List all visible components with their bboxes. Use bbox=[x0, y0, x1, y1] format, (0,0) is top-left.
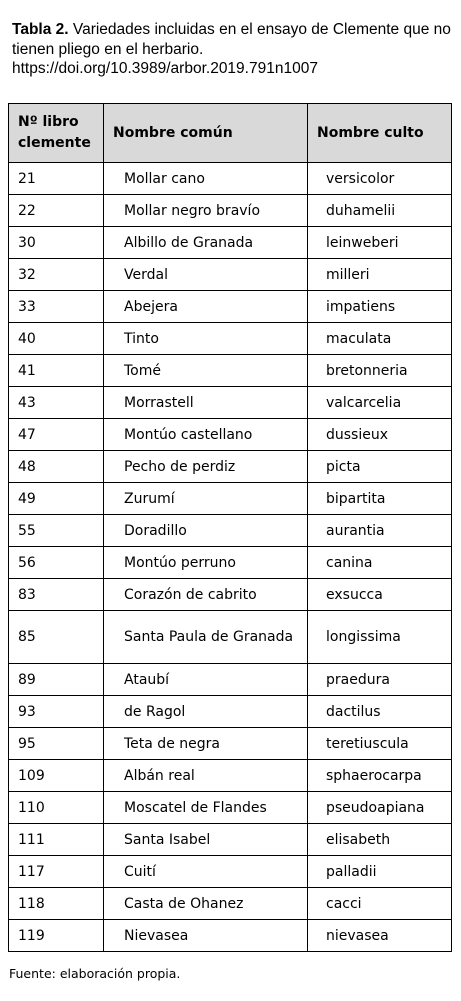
cell-libro: 21 bbox=[9, 163, 104, 195]
cell-libro: 109 bbox=[9, 760, 104, 792]
header-nombre-culto: Nombre culto bbox=[308, 104, 452, 163]
table-row bbox=[9, 760, 452, 792]
cell-nombre-comun: Corazón de cabrito bbox=[104, 579, 308, 611]
table-header-row bbox=[9, 104, 452, 163]
cell-nombre-comun: Santa Paula de Granada bbox=[104, 611, 308, 664]
cell-libro: 118 bbox=[9, 888, 104, 920]
cell-nombre-culto: picta bbox=[308, 451, 452, 483]
cell-nombre-comun: Tinto bbox=[104, 323, 308, 355]
cell-nombre-comun: Albillo de Granada bbox=[104, 227, 308, 259]
cell-nombre-culto: pseudoapiana bbox=[308, 792, 452, 824]
cell-nombre-culto: milleri bbox=[308, 259, 452, 291]
cell-nombre-comun: Doradillo bbox=[104, 515, 308, 547]
cell-libro: 111 bbox=[9, 824, 104, 856]
cell-nombre-comun: Verdal bbox=[104, 259, 308, 291]
cell-nombre-culto: bretonneria bbox=[308, 355, 452, 387]
cell-nombre-comun: Moscatel de Flandes bbox=[104, 792, 308, 824]
table-row bbox=[9, 579, 452, 611]
cell-nombre-culto: teretiuscula bbox=[308, 728, 452, 760]
table-row bbox=[9, 664, 452, 696]
table-row bbox=[9, 696, 452, 728]
table-row bbox=[9, 227, 452, 259]
cell-nombre-culto: versicolor bbox=[308, 163, 452, 195]
table-row bbox=[9, 611, 452, 664]
cell-libro: 48 bbox=[9, 451, 104, 483]
table-row bbox=[9, 547, 452, 579]
table-row bbox=[9, 355, 452, 387]
cell-nombre-comun: Ataubí bbox=[104, 664, 308, 696]
cell-libro: 93 bbox=[9, 696, 104, 728]
cell-libro: 22 bbox=[9, 195, 104, 227]
header-nombre-comun: Nombre común bbox=[104, 104, 308, 163]
cell-nombre-comun: Mollar negro bravío bbox=[104, 195, 308, 227]
cell-nombre-culto: exsucca bbox=[308, 579, 452, 611]
cell-libro: 49 bbox=[9, 483, 104, 515]
table-row bbox=[9, 792, 452, 824]
cell-nombre-comun: Montúo perruno bbox=[104, 547, 308, 579]
cell-nombre-comun: Montúo castellano bbox=[104, 419, 308, 451]
cell-libro: 56 bbox=[9, 547, 104, 579]
cell-libro: 119 bbox=[9, 920, 104, 952]
cell-nombre-culto: duhamelii bbox=[308, 195, 452, 227]
cell-nombre-culto: impatiens bbox=[308, 291, 452, 323]
cell-libro: 43 bbox=[9, 387, 104, 419]
caption-text: Variedades incluidas en el ensayo de Clemente que no tienen pliego en el herbario. bbox=[12, 21, 451, 58]
cell-libro: 47 bbox=[9, 419, 104, 451]
table-row bbox=[9, 291, 452, 323]
cell-nombre-comun: Pecho de perdiz bbox=[104, 451, 308, 483]
table-row bbox=[9, 515, 452, 547]
header-libro-clemente: Nº libro clemente bbox=[9, 104, 104, 163]
cell-nombre-comun: Zurumí bbox=[104, 483, 308, 515]
caption-label: Tabla 2. bbox=[12, 21, 69, 38]
cell-libro: 85 bbox=[9, 611, 104, 664]
cell-nombre-comun: Casta de Ohanez bbox=[104, 888, 308, 920]
table-row bbox=[9, 483, 452, 515]
cell-libro: 40 bbox=[9, 323, 104, 355]
table-row bbox=[9, 728, 452, 760]
table-caption bbox=[12, 20, 452, 79]
cell-libro: 95 bbox=[9, 728, 104, 760]
table-row bbox=[9, 387, 452, 419]
table-row bbox=[9, 259, 452, 291]
cell-nombre-comun: Abejera bbox=[104, 291, 308, 323]
cell-libro: 55 bbox=[9, 515, 104, 547]
cell-nombre-comun: Nievasea bbox=[104, 920, 308, 952]
table-row bbox=[9, 920, 452, 952]
cell-nombre-comun: Tomé bbox=[104, 355, 308, 387]
cell-nombre-culto: leinweberi bbox=[308, 227, 452, 259]
table-row bbox=[9, 195, 452, 227]
table-body bbox=[9, 163, 452, 952]
table-row bbox=[9, 163, 452, 195]
cell-nombre-culto: palladii bbox=[308, 856, 452, 888]
cell-nombre-culto: valcarcelia bbox=[308, 387, 452, 419]
table-row bbox=[9, 824, 452, 856]
cell-nombre-comun: Albán real bbox=[104, 760, 308, 792]
cell-nombre-comun: Teta de negra bbox=[104, 728, 308, 760]
cell-nombre-culto: maculata bbox=[308, 323, 452, 355]
source-note: Fuente: elaboración propia. bbox=[9, 966, 181, 981]
cell-nombre-culto: praedura bbox=[308, 664, 452, 696]
cell-nombre-culto: dactilus bbox=[308, 696, 452, 728]
table-row bbox=[9, 451, 452, 483]
cell-nombre-culto: aurantia bbox=[308, 515, 452, 547]
cell-nombre-culto: bipartita bbox=[308, 483, 452, 515]
cell-nombre-comun: Cuití bbox=[104, 856, 308, 888]
cell-nombre-comun: Santa Isabel bbox=[104, 824, 308, 856]
cell-nombre-culto: nievasea bbox=[308, 920, 452, 952]
cell-nombre-culto: dussieux bbox=[308, 419, 452, 451]
cell-libro: 110 bbox=[9, 792, 104, 824]
varieties-table bbox=[8, 103, 452, 952]
cell-nombre-comun: Mollar cano bbox=[104, 163, 308, 195]
cell-libro: 32 bbox=[9, 259, 104, 291]
cell-nombre-comun: de Ragol bbox=[104, 696, 308, 728]
cell-nombre-culto: sphaerocarpa bbox=[308, 760, 452, 792]
table-row bbox=[9, 856, 452, 888]
cell-libro: 117 bbox=[9, 856, 104, 888]
table-row bbox=[9, 888, 452, 920]
table-row bbox=[9, 419, 452, 451]
cell-nombre-culto: elisabeth bbox=[308, 824, 452, 856]
table-row bbox=[9, 323, 452, 355]
cell-nombre-comun: Morrastell bbox=[104, 387, 308, 419]
cell-libro: 89 bbox=[9, 664, 104, 696]
cell-nombre-culto: longissima bbox=[308, 611, 452, 664]
cell-nombre-culto: cacci bbox=[308, 888, 452, 920]
caption-doi-link[interactable]: https://doi.org/10.3989/arbor.2019.791n1007 bbox=[12, 60, 318, 77]
cell-libro: 33 bbox=[9, 291, 104, 323]
cell-libro: 83 bbox=[9, 579, 104, 611]
cell-libro: 41 bbox=[9, 355, 104, 387]
cell-libro: 30 bbox=[9, 227, 104, 259]
cell-nombre-culto: canina bbox=[308, 547, 452, 579]
